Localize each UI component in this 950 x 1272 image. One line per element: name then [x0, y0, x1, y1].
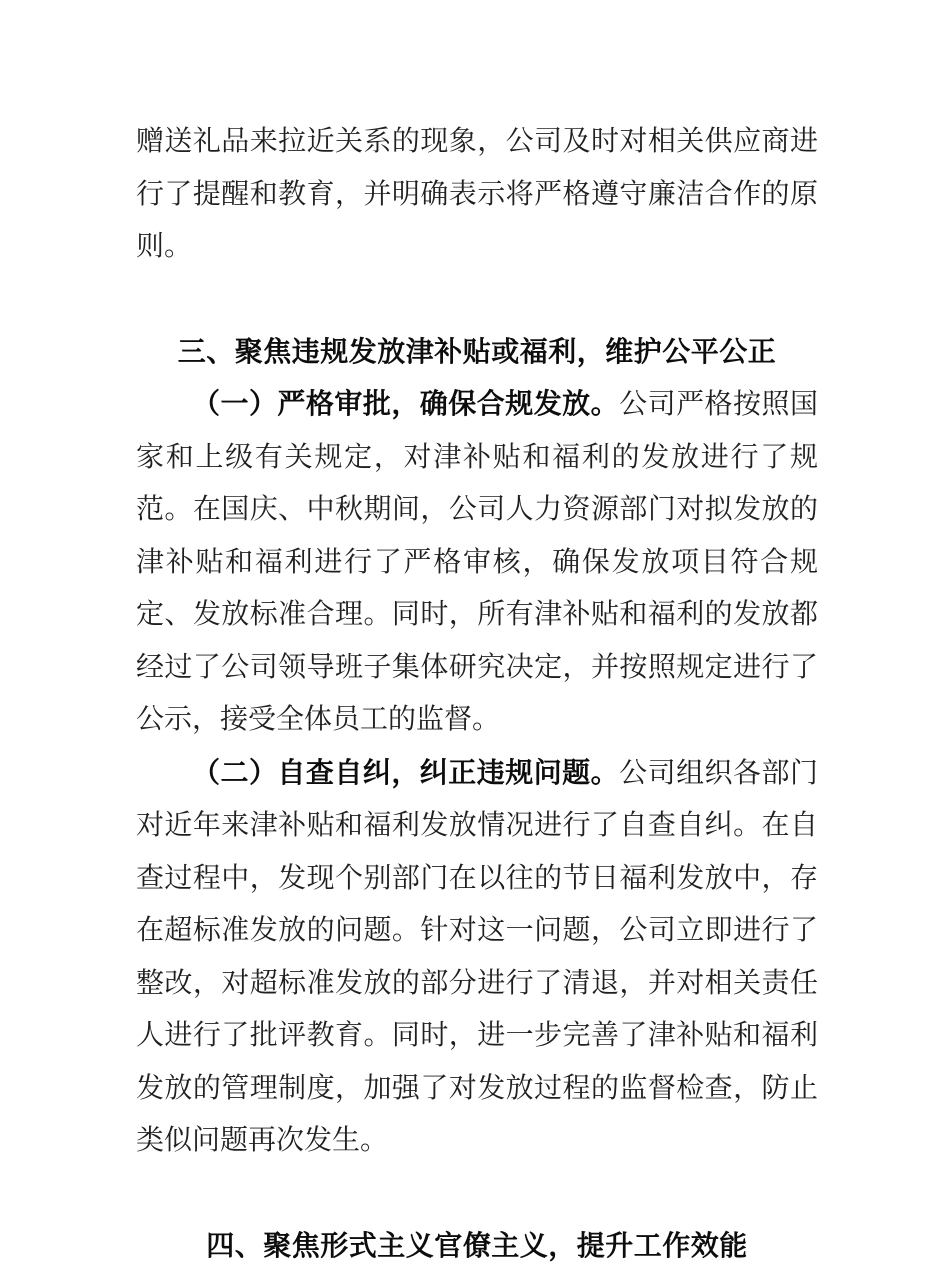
- paragraph-item-one: [136, 378, 818, 747]
- paragraph-item-two-text: 公司组织各部门对近年来津补贴和福利发放情况进行了自查自纠。在自查过程中，发现个别部门在以往的节日福利发放中，存在超标准发放的问题。针对这一问题，公司立即进行了整改，对超标准发放的部分进行了清退，并对相关责任人进行了批评教育。同时，进一步完善了津补贴和福利发放的管理制度，加强了对发放过程的监督检查，防止类似问题再次发生。: [136, 758, 818, 1157]
- paragraph-supplier-reminder: 赠送礼品来拉近关系的现象，公司及时对相关供应商进行了提醒和教育，并明确表示将严格遵守廉洁合作的原则。: [136, 116, 818, 274]
- spacer-before-section-four: [136, 1168, 818, 1220]
- heading-section-four: 四、聚焦形式主义官僚主义，提升工作效能: [136, 1220, 818, 1272]
- heading-section-three: 三、聚焦违规发放津补贴或福利，维护公平公正: [136, 326, 818, 379]
- paragraph-item-one-lead: （一）严格审批，确保合规发放。: [192, 388, 619, 419]
- paragraph-item-two-lead: （二）自查自纠，纠正违规问题。: [192, 757, 619, 788]
- paragraph-item-two: [136, 747, 818, 1168]
- document-text-body: [136, 116, 818, 1272]
- spacer-before-section-three: [136, 274, 818, 326]
- paragraph-item-one-text: 公司严格按照国家和上级有关规定，对津补贴和福利的发放进行了规范。在国庆、中秋期间，公司人力资源部门对拟发放的津补贴和福利进行了严格审核，确保发放项目符合规定、发放标准合理。同时，所有津补贴和福利的发放都经过了公司领导班子集体研究决定，并按照规定进行了公示，接受全体员工的监督。: [136, 389, 818, 735]
